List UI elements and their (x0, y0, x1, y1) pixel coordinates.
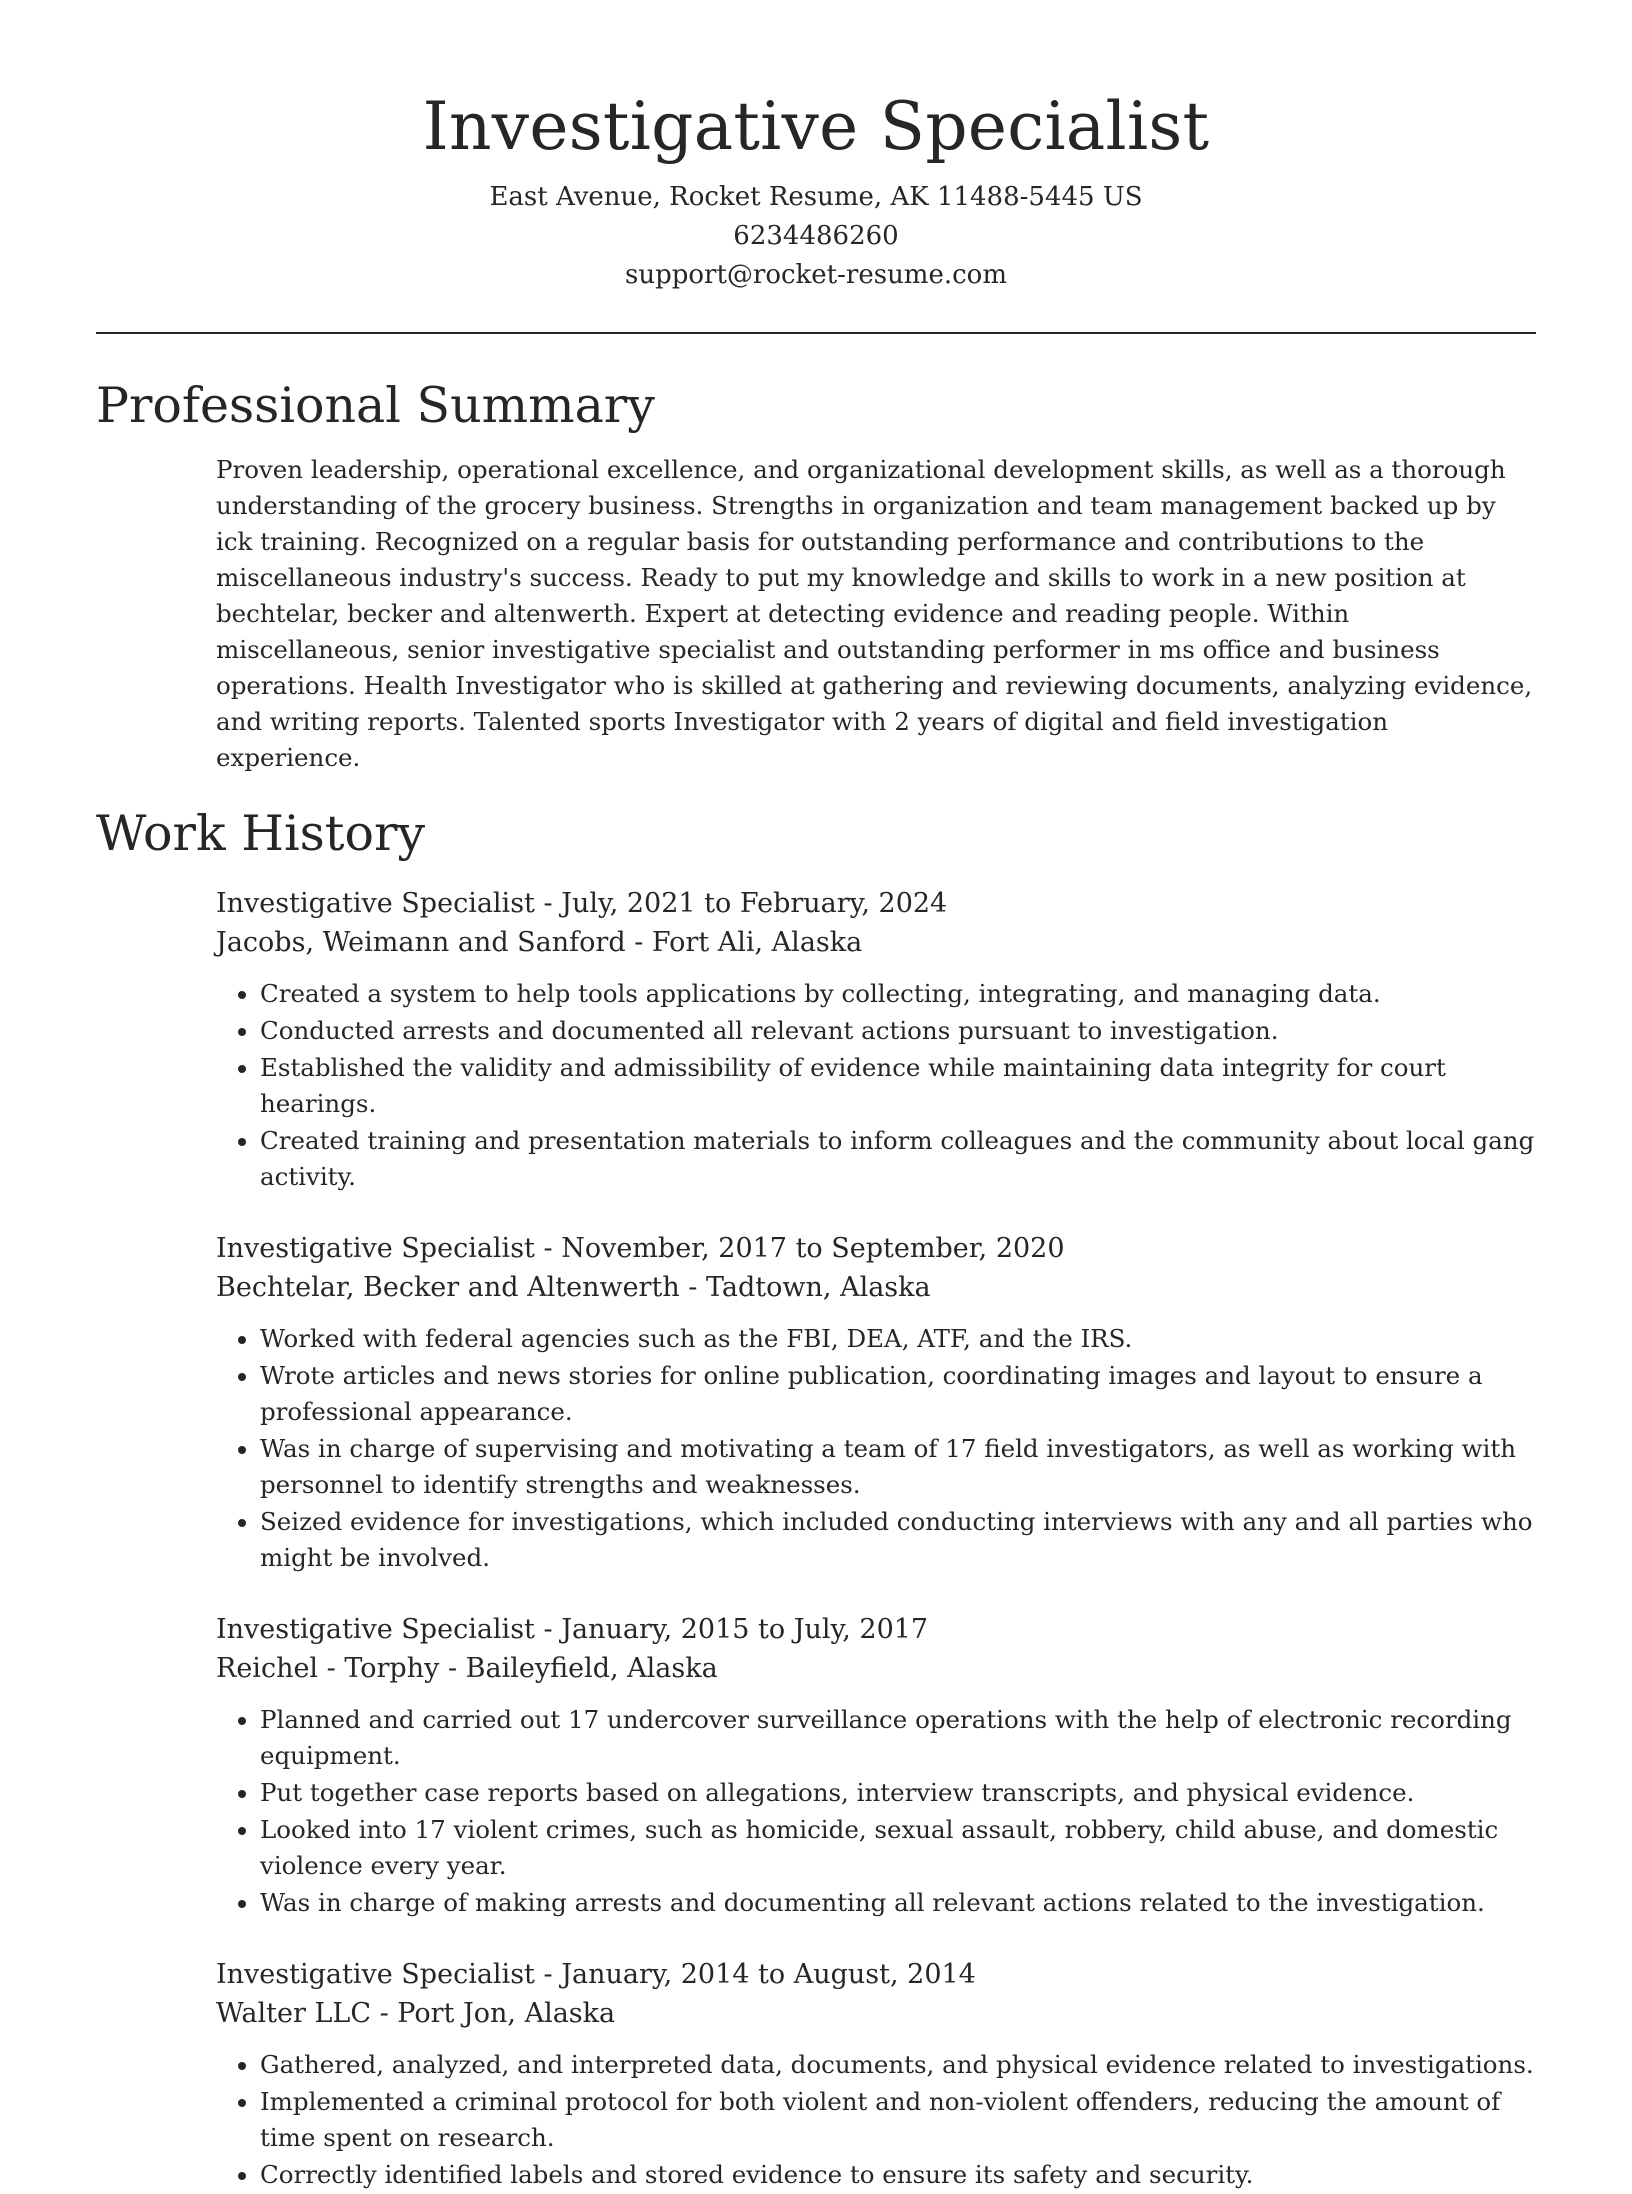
work-history-heading: Work History (96, 805, 426, 862)
job-bullet: • Created training and presentation materials to inform colleagues and the community about local gang activity. (260, 1123, 1536, 1195)
job-role: Investigative Specialist (216, 1959, 535, 1990)
job-entry (216, 1955, 1536, 2193)
job-company-line (216, 923, 1536, 962)
contact-address: East Avenue, Rocket Resume, AK 11488-5445 US (489, 182, 1143, 212)
job-bullet: • Was in charge of supervising and motivating a team of 17 field investigators, as well as working with personnel to identify strengths and weaknesses. (260, 1431, 1536, 1503)
job-company: Reichel - Torphy (216, 1653, 440, 1684)
job-bullet: • Wrote articles and news stories for online publication, coordinating images and layout to ensure a professional appearance. (260, 1358, 1536, 1430)
job-bullets (216, 1702, 1536, 1921)
job-entry (216, 1229, 1536, 1576)
job-company: Walter LLC (216, 1998, 371, 2029)
job-company: Bechtelar, Becker and Altenwerth (216, 1272, 680, 1303)
job-role: Investigative Specialist (216, 1233, 535, 1264)
job-bullet: • Was in charge of making arrests and documenting all relevant actions related to the investigation. (260, 1885, 1536, 1921)
job-title-line (216, 1229, 1536, 1268)
job-company-line (216, 1994, 1536, 2033)
job-bullet: • Gathered, analyzed, and interpreted data, documents, and physical evidence related to investigations. (260, 2047, 1536, 2083)
job-bullets (216, 976, 1536, 1195)
job-entry (216, 884, 1536, 1195)
job-dates: - July, 2021 to February, 2024 (534, 888, 948, 919)
job-title-line (216, 1610, 1536, 1649)
contact-phone: 6234486260 (733, 221, 899, 251)
job-location: - Tadtown, Alaska (679, 1272, 931, 1303)
job-location: - Port Jon, Alaska (370, 1998, 616, 2029)
job-dates: - November, 2017 to September, 2020 (534, 1233, 1065, 1264)
summary-text: Proven leadership, operational excellence, and organizational development skills, as well as a thorough understanding of the grocery business. Strengths in organization and team management backed up by ick training. Recognized on a regular basis for outstanding performance and contributions to the miscellaneous industry's success. Ready to put my knowledge and skills to work in a new position at bechtelar, becker and altenwerth. Expert at detecting evidence and reading people. Within miscellaneous, senior investigative specialist and outstanding performer in ms office and business operations. Health Investigator who is skilled at gathering and reviewing documents, analyzing evidence, and writing reports. Talented sports Investigator with 2 years of digital and field investigation experience. (216, 455, 1533, 772)
job-role: Investigative Specialist (216, 888, 535, 919)
job-location: - Fort Ali, Alaska (625, 927, 863, 958)
job-bullets (216, 1321, 1536, 1576)
candidate-name: Investigative Specialist (422, 88, 1210, 165)
job-bullet: • Looked into 17 violent crimes, such as homicide, sexual assault, robbery, child abuse, and domestic violence every year. (260, 1812, 1536, 1884)
header-divider (96, 332, 1536, 334)
job-bullet: • Correctly identified labels and stored evidence to ensure its safety and security. (260, 2157, 1536, 2193)
job-bullet: • Planned and carried out 17 undercover surveillance operations with the help of electronic recording equipment. (260, 1702, 1536, 1774)
job-company: Jacobs, Weimann and Sanford (216, 927, 626, 958)
job-dates: - January, 2015 to July, 2017 (534, 1614, 929, 1645)
job-bullet: • Conducted arrests and documented all relevant actions pursuant to investigation. (260, 1013, 1536, 1049)
job-bullet: • Established the validity and admissibility of evidence while maintaining data integrity for court hearings. (260, 1050, 1536, 1122)
resume-page (96, 0, 1536, 2194)
job-company-line (216, 1268, 1536, 1307)
job-bullet: • Implemented a criminal protocol for both violent and non-violent offenders, reducing the amount of time spent on research. (260, 2084, 1536, 2156)
summary-heading: Professional Summary (96, 377, 655, 434)
summary-section (216, 452, 1536, 776)
contact-email: support@rocket-resume.com (624, 260, 1007, 290)
job-bullet: • Worked with federal agencies such as the FBI, DEA, ATF, and the IRS. (260, 1321, 1536, 1357)
job-title-line (216, 1955, 1536, 1994)
job-dates: - January, 2014 to August, 2014 (534, 1959, 976, 1990)
job-title-line (216, 884, 1536, 923)
contact-block (96, 178, 1536, 295)
job-bullet: • Created a system to help tools applications by collecting, integrating, and managing data. (260, 976, 1536, 1012)
resume-header (96, 0, 1536, 295)
job-company-line (216, 1649, 1536, 1688)
job-role: Investigative Specialist (216, 1614, 535, 1645)
job-bullet: • Seized evidence for investigations, which included conducting interviews with any and all parties who might be involved. (260, 1504, 1536, 1576)
job-entry (216, 1610, 1536, 1921)
work-history-section (216, 884, 1536, 2193)
job-location: - Baileyfield, Alaska (439, 1653, 718, 1684)
job-bullet: • Put together case reports based on allegations, interview transcripts, and physical evidence. (260, 1775, 1536, 1811)
job-bullets (216, 2047, 1536, 2193)
